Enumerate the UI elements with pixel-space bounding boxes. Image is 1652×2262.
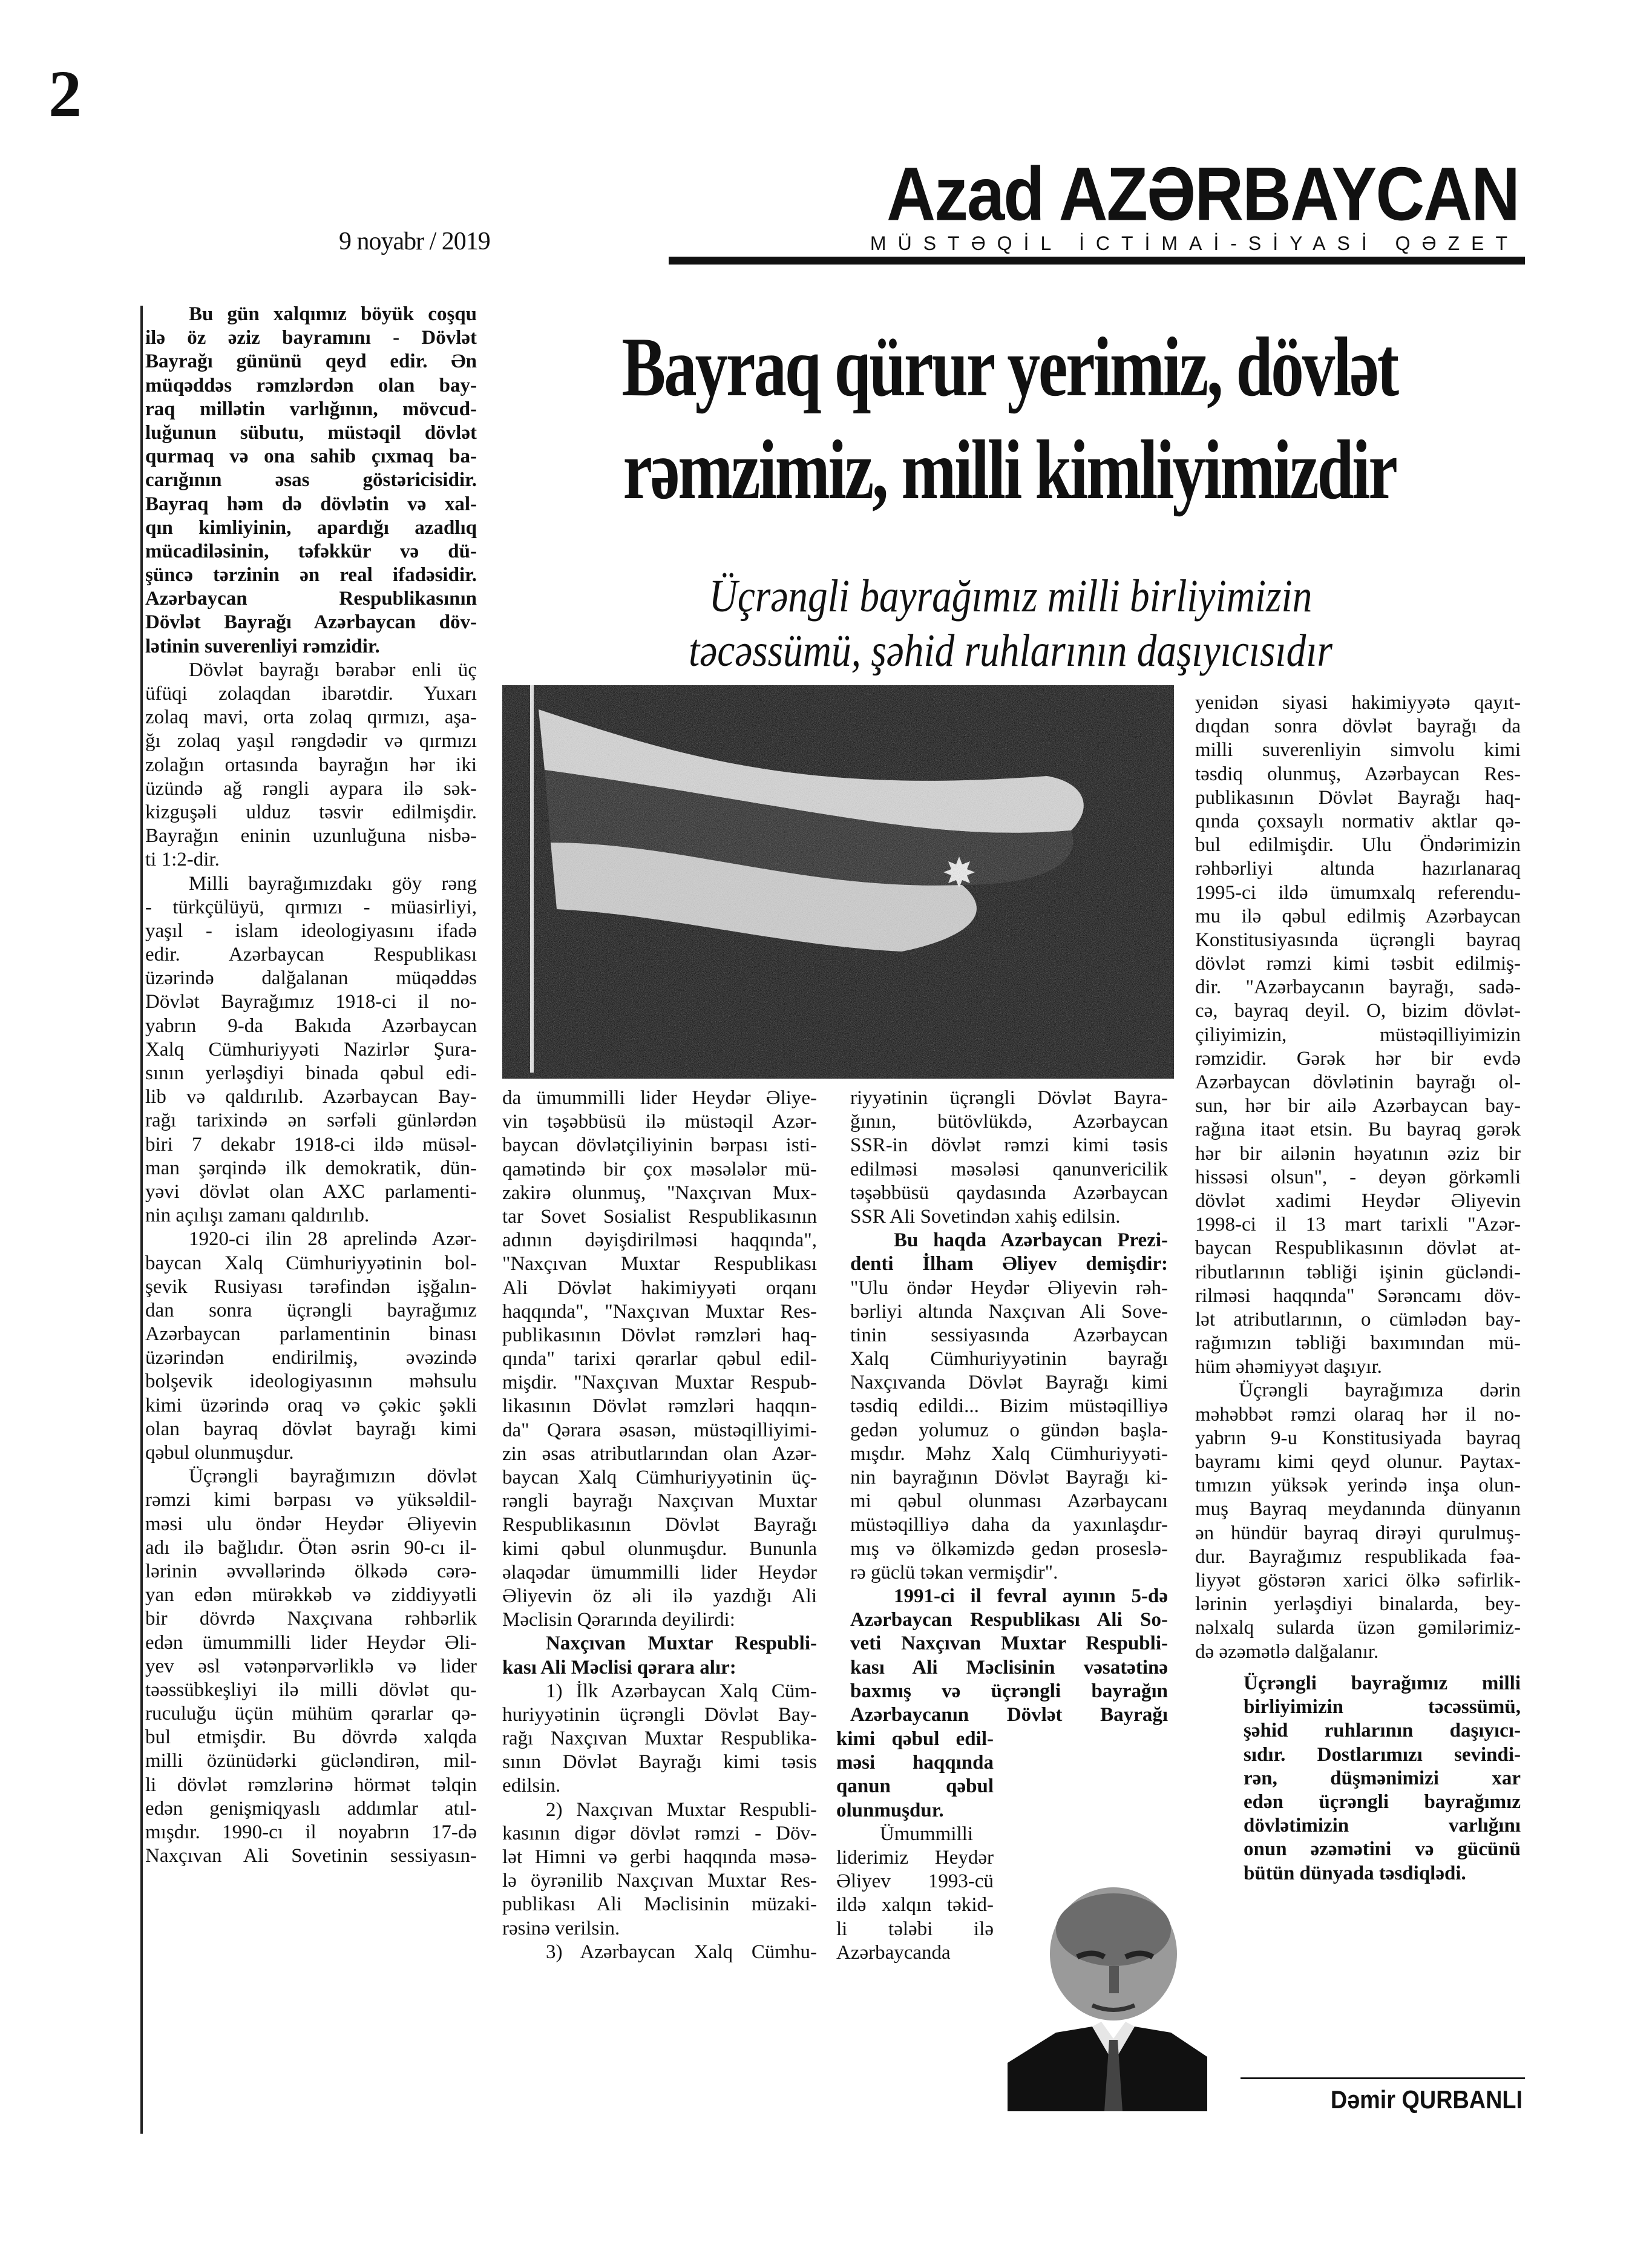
text-line: Konstitusiyasında üçrəngli bayraq: [1195, 929, 1521, 951]
text-line: kimi qəbul olunmuşdur. Bununla: [502, 1537, 817, 1560]
text-line: baycan Respublikasının dövlət at-: [1195, 1237, 1521, 1260]
text-line: tinin sessiyasında Azərbaycan: [850, 1324, 1168, 1346]
text-line: Naxçıvan Ali Sovetinin sessiyasın-: [145, 1845, 477, 1867]
text-line: Azərbaycan Respublikasının: [145, 588, 477, 610]
text-line: qın kimliyinin, apardığı azadlıq: [145, 516, 477, 539]
text-line: publikasının Dövlət rəmzləri haq-: [502, 1324, 817, 1346]
article-column-middle-1: [502, 1087, 817, 1964]
text-line: müstəqilliyə daha da yaxınlaşdır-: [850, 1514, 1168, 1536]
text-line: hər bir ailənin həyatının əziz bir: [1195, 1142, 1521, 1165]
text-line: şəhid ruhlarının daşıyıcı-: [1244, 1720, 1521, 1742]
text-line: mişdir. "Naxçıvan Muxtar Respub-: [502, 1372, 817, 1394]
text-line: zolaq mavi, orta zolaq qırmızı, aşa-: [145, 706, 477, 729]
text-line: olunmuşdur.: [836, 1799, 944, 1821]
portrait-illustration: [1008, 1881, 1207, 2111]
text-line: yenidən siyasi hakimiyyətə qayıt-: [1195, 692, 1521, 714]
article-column-middle-2-narrow: [836, 1728, 994, 1965]
text-line: nəlxalq sularda üzən gəmilərimiz-: [1195, 1617, 1521, 1639]
article-headline: [495, 316, 1397, 522]
text-line: üzərindən endirilmiş, əvəzində: [145, 1347, 477, 1369]
text-line: riyyətinin üçrəngli Dövlət Bayra-: [850, 1087, 1168, 1109]
text-line: veti Naxçıvan Muxtar Respubli-: [850, 1632, 1168, 1655]
text-line: zakirə olunmuş, "Naxçıvan Mux-: [502, 1182, 817, 1204]
text-line: edən ümummilli lider Heydər Əli-: [145, 1631, 477, 1654]
text-line: Üçrəngli bayrağımızın dövlət: [189, 1465, 477, 1488]
article-subheadline: [574, 569, 1448, 678]
text-line: şüncə tərzinin ən real ifadəsidir.: [145, 564, 477, 587]
text-line: Xalq Cümhuriyyətinin bayrağı: [850, 1348, 1168, 1370]
text-line: baycan Xalq Cümhuriyyətinin üç-: [502, 1467, 817, 1488]
text-line: baycan dövlətçiliyinin bərpası isti-: [502, 1134, 817, 1157]
text-line: man şərqində ilk demokratik, dün-: [145, 1157, 477, 1179]
text-line: mi qəbul olunması Azərbaycanı: [850, 1490, 1168, 1513]
text-line: 1) İlk Azərbaycan Xalq Cüm-: [546, 1680, 817, 1702]
text-line: - türkçülüyü, qırmızı - müasirliyi,: [145, 896, 477, 918]
text-line: qında çoxsaylı normativ aktlar qə-: [1195, 810, 1521, 832]
text-line: hissəsi olsun", - deyən görkəmli: [1195, 1166, 1521, 1188]
text-line: milli özünüdərki gücləndirən, mil-: [145, 1750, 477, 1772]
text-line: 1920-ci ilin 28 aprelində Azər-: [189, 1228, 477, 1251]
text-line: Məclisin Qərarında deyilirdi:: [502, 1609, 735, 1631]
text-line: qanun qəbul: [836, 1775, 994, 1798]
text-line: Ali Dövlət hakimiyyəti orqanı: [502, 1277, 817, 1299]
text-line: edən genişmiqyaslı addımlar atıl-: [145, 1797, 477, 1820]
text-line: cə, bayraq deyil. O, bizim dövlət-: [1195, 1000, 1521, 1022]
text-line: qında" tarixi qərarlar qəbul edil-: [502, 1348, 817, 1370]
text-line: Naxçıvanda Dövlət Bayrağı kimi: [850, 1372, 1168, 1394]
text-line: yan edən mürəkkəb və ziddiyyətli: [145, 1584, 477, 1606]
text-line: huriyyətinin üçrəngli Dövlət Bay-: [502, 1703, 817, 1726]
text-line: kası Ali Məclisi qərara alır:: [502, 1656, 736, 1678]
text-line: rə güclü təkan vermişdir".: [850, 1561, 1058, 1583]
text-line: lərinin yerləşdiyi binalarda, bey-: [1195, 1593, 1521, 1616]
article-column-left: [145, 303, 477, 1868]
text-line: Azərbaycan parlamentinin binası: [145, 1323, 477, 1346]
text-line: nin açılışı zamanı qaldırılıb.: [145, 1205, 370, 1227]
text-line: ğı zolaq yaşıl rəngdədir və qırmızı: [145, 730, 477, 752]
text-line: rəmzidir. Gərək hər bir evdə: [1195, 1047, 1521, 1070]
text-line: yev əsl vətənpərvərliklə və lider: [145, 1655, 477, 1677]
text-line: lə öyrənilib Naxçıvan Muxtar Res-: [502, 1870, 817, 1892]
issue-date: 9 noyabr / 2019: [339, 228, 490, 255]
text-line: carığının əsas göstəricisidir.: [145, 469, 477, 492]
text-line: Naxçıvan Muxtar Respubli-: [546, 1632, 817, 1655]
text-line: üfüqi zolaqdan ibarətdir. Yuxarı: [145, 683, 477, 705]
text-line: ributlarının təbliği işinin gücləndi-: [1195, 1261, 1521, 1283]
text-line: ildə xalqın təkid-: [836, 1894, 994, 1916]
text-line: üzündə ağ rəngli aypara ilə sək-: [145, 777, 477, 800]
text-line: rağına itaət etsin. Bu bayraq gərək: [1195, 1119, 1521, 1141]
text-line: Üçrəngli bayrağımıza dərin: [1239, 1379, 1521, 1402]
text-line: rən, düşmənimizi xar: [1244, 1767, 1521, 1789]
text-line: "Naxçıvan Muxtar Respublikası: [502, 1253, 817, 1275]
text-line: publikası Ali Məclisinin müzaki-: [502, 1893, 817, 1916]
text-line: dan sonra üçrəngli bayrağımız: [145, 1299, 477, 1321]
text-line: mu ilə qəbul edilmiş Azərbaycan: [1195, 905, 1521, 927]
text-line: təsdiq olunmuş, Azərbaycan Res-: [1195, 763, 1521, 785]
text-line: yaşıl - islam ideologiyasını ifadə: [145, 919, 477, 942]
text-line: "Ulu öndər Heydər Əliyevin rəh-: [850, 1277, 1168, 1299]
text-line: bul edilmişdir. Ulu Öndərimizin: [1195, 834, 1521, 856]
text-line: kimi qəbul edil-: [836, 1728, 994, 1750]
text-line: ən hündür bayraq dirəyi qurulmuş-: [1195, 1522, 1521, 1544]
text-line: vin təşəbbüsü ilə müstəqil Azər-: [502, 1111, 817, 1133]
text-line: məsi ulu öndər Heydər Əliyevin: [145, 1513, 477, 1535]
text-line: kimi üzərində oraq və çəkic şəkli: [145, 1394, 477, 1416]
text-line: yabrın 9-da Bakıda Azərbaycan: [145, 1014, 477, 1037]
text-line: Əliyev 1993-cü: [836, 1870, 994, 1893]
text-line: edir. Azərbaycan Respublikası: [145, 944, 477, 966]
text-line: rağı tarixində ən sərfəli günlərdən: [145, 1110, 477, 1132]
text-line: tar Sovet Sosialist Respublikasının: [502, 1205, 817, 1228]
text-line: qurmaq və ona sahib çıxmaq ba-: [145, 445, 477, 468]
subheadline-line: təcəssümü, şəhid ruhlarının daşıyıcısıdır: [689, 625, 1332, 676]
text-line: mış və ölkəmizdə gedən proseslə-: [850, 1537, 1168, 1560]
text-line: lərinin əvvəllərində ölkədə cərə-: [145, 1560, 477, 1582]
masthead-tagline: MÜSTƏQİL İCTİMAİ-SİYASİ QƏZET: [870, 232, 1519, 254]
text-line: üzərində dalğalanan müqəddəs: [145, 967, 477, 990]
azerbaijan-flag-photo: [502, 685, 1174, 1079]
text-line: adı ilə bağlıdır. Ötən əsrin 90-cı il-: [145, 1536, 477, 1559]
text-line: haqqında", "Naxçıvan Muxtar Res-: [502, 1300, 817, 1323]
masthead-title: Azad AZƏRBAYCAN: [887, 151, 1519, 237]
text-line: li tələbi ilə: [836, 1918, 994, 1940]
byline-divider: [1241, 2077, 1525, 2079]
text-line: bərliyi altında Naxçıvan Ali Sove-: [850, 1300, 1168, 1323]
text-line: birliyimizin təcəssümü,: [1244, 1696, 1521, 1718]
text-line: qəbul olunmuşdur.: [145, 1442, 294, 1464]
text-line: baxmış və üçrəngli bayrağın: [850, 1680, 1168, 1702]
text-line: Dövlət bayrağı bərabər enli üç: [189, 659, 477, 681]
text-line: müqəddəs rəmzlərdən olan bay-: [145, 374, 477, 396]
text-line: 1995-ci ildə ümumxalq referendu-: [1195, 881, 1521, 904]
masthead-divider: [669, 257, 1525, 265]
text-line: sının yerləşdiyi binada qəbul edi-: [145, 1062, 477, 1084]
text-line: Xalq Cümhuriyyəti Nazirlər Şura-: [145, 1038, 477, 1060]
text-line: luğunun sübutu, müstəqil dövlət: [145, 421, 477, 444]
text-line: Respublikasının Dövlət Bayrağı: [502, 1514, 817, 1536]
text-line: Azərbaycanda: [836, 1941, 951, 1964]
text-line: Bu gün xalqımız böyük coşqu: [189, 303, 477, 325]
text-line: Milli bayrağımızdakı göy rəng: [189, 872, 477, 895]
text-line: təəssübkeşliyi ilə milli dövlət qu-: [145, 1678, 477, 1701]
text-line: lət Himni və gerbi haqqında məsə-: [502, 1846, 817, 1868]
text-line: rəmzi kimi bərpası və yüksəldil-: [145, 1489, 477, 1511]
text-line: liyyət göstərən xarici ölkə səfirlik-: [1195, 1569, 1521, 1591]
text-line: denti İlham Əliyev demişdir:: [850, 1253, 1168, 1275]
article-column-middle-2: [850, 1087, 1168, 1727]
text-line: şevik Rusiyası tərəfindən işğalın-: [145, 1275, 477, 1298]
text-line: bul etmişdir. Bu dövrdə xalqda: [145, 1726, 477, 1749]
text-line: zin əsas atributlarından olan Azər-: [502, 1442, 817, 1465]
text-line: ğının, bütövlükdə, Azərbaycan: [850, 1111, 1168, 1133]
text-line: çiliyimizin, müstəqilliyimizin: [1195, 1024, 1521, 1046]
text-line: edilməsi məsələsi qanunvericilik: [850, 1158, 1168, 1180]
text-line: rağımızın təbliği baxımından mü-: [1195, 1332, 1521, 1355]
text-line: muş Bayraq meydanında dünyanın: [1195, 1498, 1521, 1521]
headline-line: Bayraq qürur yerimiz, dövlət: [621, 320, 1397, 414]
text-line: məhəbbət rəmzi olaraq hər il no-: [1195, 1403, 1521, 1425]
text-line: Bayraq həm də dövlətin və xal-: [145, 493, 477, 515]
text-line: lib və qaldırılıb. Azərbaycan Bay-: [145, 1086, 477, 1108]
text-line: likasının Dövlət rəmzləri haqqın-: [502, 1395, 817, 1418]
text-line: Dövlət Bayrağımız 1918-ci il no-: [145, 991, 477, 1013]
text-line: nin bayrağının Dövlət Bayrağı ki-: [850, 1467, 1168, 1488]
text-line: rağı Naxçıvan Muxtar Respublika-: [502, 1728, 817, 1750]
text-line: 1998-ci il 13 mart tarixli "Azər-: [1195, 1214, 1521, 1236]
text-line: yəvi dövlət olan AXC parlamenti-: [145, 1180, 477, 1203]
text-line: 1991-ci il fevral ayının 5-də: [894, 1585, 1168, 1607]
text-line: Azərbaycan dövlətinin bayrağı ol-: [1195, 1071, 1521, 1093]
text-line: dövlət xadimi Heydər Əliyevin: [1195, 1189, 1521, 1212]
text-line: 3) Azərbaycan Xalq Cümhu-: [546, 1941, 817, 1963]
text-line: raq millətin varlığının, mövcud-: [145, 398, 477, 420]
page-number: 2: [48, 57, 82, 131]
text-line: bir dövrdə Naxçıvana rəhbərlik: [145, 1608, 477, 1630]
text-line: Azərbaycan Respublikası Ali So-: [850, 1609, 1168, 1631]
text-line: edilsin.: [502, 1775, 561, 1797]
text-line: sının Dövlət Bayrağı kimi təsis: [502, 1751, 817, 1774]
text-line: kizguşəli ulduz təsvir edilmişdir.: [145, 801, 477, 823]
text-line: kasının digər dövlət rəmzi - Döv-: [502, 1822, 817, 1844]
text-line: dir. "Azərbaycanın bayrağı, sadə-: [1195, 976, 1521, 999]
text-line: da ümummilli lider Heydər Əliye-: [502, 1087, 817, 1109]
text-line: də əzəmətlə dalğalanır.: [1195, 1640, 1379, 1663]
text-line: dıqdan sonra dövlət bayrağı da: [1195, 715, 1521, 738]
text-line: sıdır. Dostlarımızı sevindi-: [1244, 1743, 1521, 1766]
text-line: Bayrağın eninin uzunluğuna nisbə-: [145, 825, 477, 847]
text-line: Əliyevin öz əli ilə yazdığı Ali: [502, 1585, 817, 1607]
text-line: məsi haqqında: [836, 1752, 994, 1774]
text-line: hüm əhəmiyyət daşıyır.: [1195, 1356, 1382, 1378]
text-line: kası Ali Məclisinin vəsatətinə: [850, 1656, 1168, 1678]
article-column-right: [1195, 691, 1521, 1664]
text-line: biri 7 dekabr 1918-ci ildə müsəl-: [145, 1133, 477, 1156]
text-line: bolşevik ideologiyasının məhsulu: [145, 1370, 477, 1393]
text-line: edən üçrəngli bayrağımız: [1244, 1790, 1521, 1813]
text-line: rəngli bayrağı Naxçıvan Muxtar: [502, 1490, 817, 1513]
text-line: SSR-in dövlət rəmzi kimi təsis: [850, 1134, 1168, 1157]
text-line: mücadiləsinin, təfəkkür və dü-: [145, 540, 477, 562]
text-line: yabrın 9-u Konstitusiyada bayraq: [1195, 1427, 1521, 1449]
text-line: 2) Naxçıvan Muxtar Respubli-: [546, 1798, 817, 1821]
text-line: Bayrağı gününü qeyd edir. Ən: [145, 350, 477, 373]
text-line: mışdır. Məhz Xalq Cümhuriyyəti-: [850, 1442, 1168, 1465]
text-line: SSR Ali Sovetindən xahiş edilsin.: [850, 1205, 1121, 1228]
text-line: Üçrəngli bayrağımız milli: [1244, 1672, 1521, 1694]
text-line: dövlətimizin varlığını: [1244, 1815, 1521, 1837]
text-line: rilməsi haqqında" Sərəncamı döv-: [1195, 1284, 1521, 1307]
flag-illustration: [502, 685, 1174, 1079]
text-line: dur. Bayrağımız respublikada fəa-: [1195, 1545, 1521, 1568]
text-line: lət atributlarının, o cümlədən bay-: [1195, 1308, 1521, 1330]
text-line: təşəbbüsü qaydasında Azərbaycan: [850, 1182, 1168, 1204]
text-line: adının dəyişdirilməsi haqqında",: [502, 1229, 817, 1252]
text-line: qamətində bir çox məsələlər mü-: [502, 1158, 817, 1180]
text-line: publikasının Dövlət Bayrağı haq-: [1195, 786, 1521, 809]
column-rule: [140, 306, 143, 2134]
text-line: sun, hər bir ailə Azərbaycan bay-: [1195, 1095, 1521, 1117]
text-line: gedən yolumuz o gündən başla-: [850, 1419, 1168, 1441]
text-line: lətinin suverenliyi rəmzidir.: [145, 635, 380, 657]
portrait-photo: [1008, 1881, 1207, 2111]
text-line: da" Qərara əsasən, müstəqilliyimi-: [502, 1419, 817, 1441]
author-byline: Dəmir QURBANLI: [1330, 2085, 1523, 2114]
headline-line: rəmzimiz, milli kimliyimizdir: [623, 423, 1396, 517]
text-line: ruculuğu üçün mühüm qərarlar qə-: [145, 1703, 477, 1725]
text-line: bütün dünyada təsdiqlədi.: [1244, 1862, 1466, 1884]
text-line: zolağın ortasında bayrağın hər iki: [145, 754, 477, 776]
text-line: baycan Xalq Cümhuriyyətinin bol-: [145, 1252, 477, 1274]
text-line: onun əzəmətini və gücünü: [1244, 1838, 1521, 1861]
text-line: rəhbərliyi altında hazırlanaraq: [1195, 858, 1521, 880]
text-line: Ümummilli: [880, 1823, 974, 1845]
text-line: tımızın yüksək yerində inşa olun-: [1195, 1475, 1521, 1497]
text-line: Bu haqda Azərbaycan Prezi-: [894, 1229, 1168, 1252]
text-line: əlaqədar ümummilli lider Heydər: [502, 1561, 817, 1583]
text-line: milli suverenliyin simvolu kimi: [1195, 739, 1521, 761]
text-line: ilə öz əziz bayramını - Dövlət: [145, 327, 477, 349]
text-line: Azərbaycanın Dövlət Bayrağı: [850, 1703, 1168, 1726]
text-line: ti 1:2-dir.: [145, 849, 220, 871]
text-line: liderimiz Heydər: [836, 1846, 994, 1869]
text-line: rəsinə verilsin.: [502, 1917, 620, 1939]
subheadline-line: Üçrəngli bayrağımız milli birliyimizin: [709, 571, 1313, 622]
text-line: mışdır. 1990-cı il noyabrın 17-də: [145, 1821, 477, 1843]
text-line: dövlət rəmzi kimi təsbit edilmiş-: [1195, 953, 1521, 975]
article-closing-statement: [1244, 1672, 1521, 1886]
text-line: Dövlət Bayrağı Azərbaycan döv-: [145, 611, 477, 634]
text-line: li dövlət rəmzlərinə hörmət təlqin: [145, 1774, 477, 1796]
text-line: olan bayraq dövlət bayrağı kimi: [145, 1418, 477, 1440]
text-line: bayramı kimi qeyd olunur. Paytax-: [1195, 1451, 1521, 1473]
text-line: təsdiq edildi... Bizim müstəqilliyə: [850, 1395, 1168, 1418]
